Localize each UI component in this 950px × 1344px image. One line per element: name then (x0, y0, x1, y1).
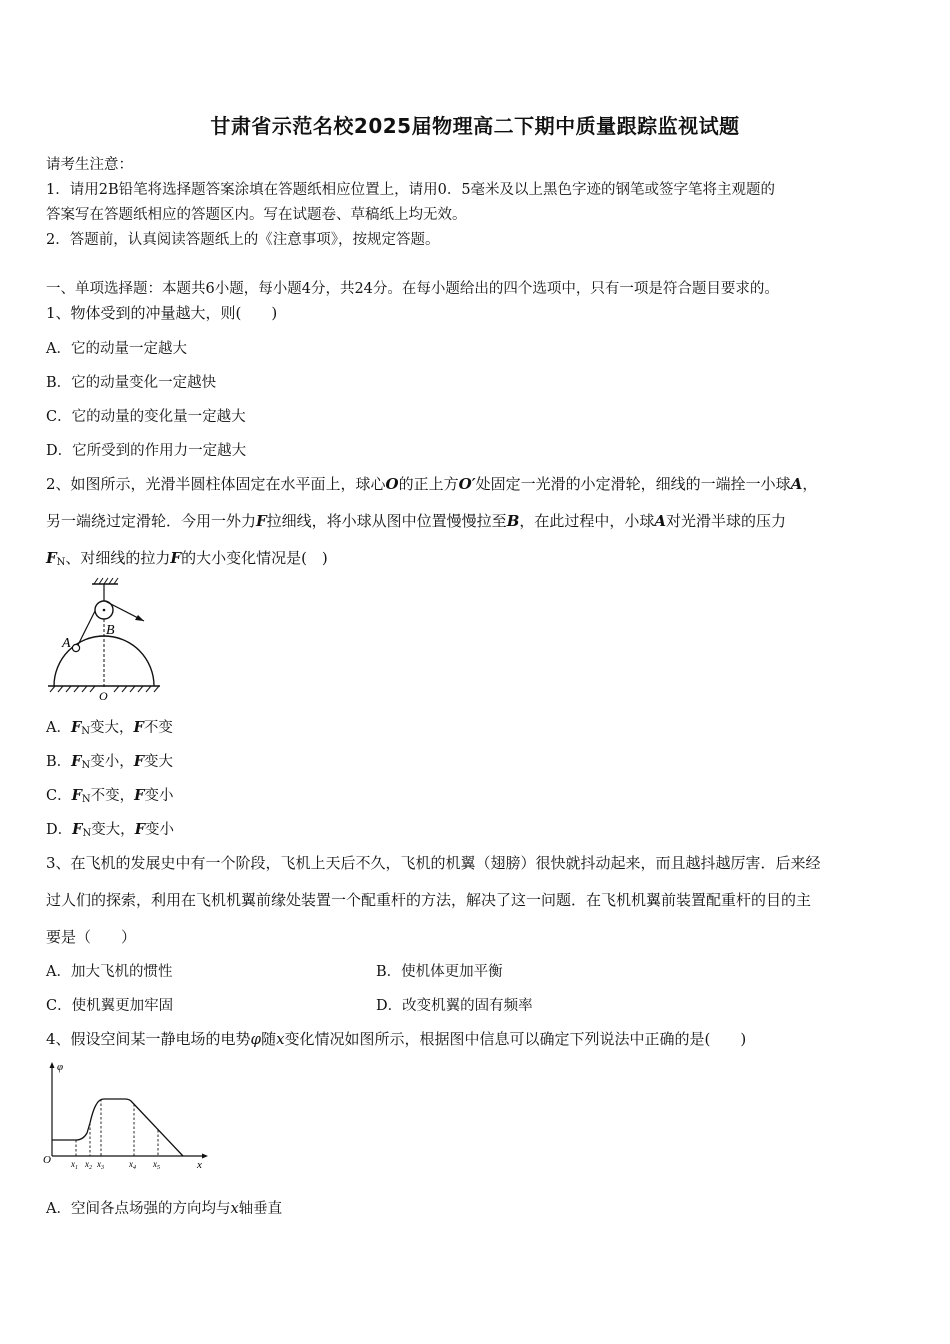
pulley-axle (103, 609, 106, 612)
var-f: F (133, 719, 144, 736)
var-fn-sub: N (81, 794, 91, 805)
var-fn-sub: N (81, 760, 91, 771)
opt-text: 不变， (90, 788, 135, 804)
q3-stem-line-1: 3、在飞机的发展史中有一个阶段，飞机上天后不久，飞机的机翼（翅膀）很快就抖动起来，而且越抖越厉害．后来经 (46, 854, 821, 872)
tick-x1: $x_1$ (71, 1159, 78, 1171)
q2-option-a (46, 716, 173, 737)
q4-option-a (46, 1197, 282, 1218)
var-f: F (170, 549, 182, 567)
opt-letter: A． (46, 720, 71, 736)
opt-text: 轴垂直 (238, 1201, 283, 1217)
var-o: O (385, 475, 399, 493)
q2-text: 处固定一光滑的小定滑轮，细线的一端拴一小球 (475, 475, 791, 493)
q3-stem-line-2: 过人们的探索，利用在飞机机翼前缘处装置一个配重杆的方法，解决了这一问题．在飞机机翼前装置配重杆的目的主 (46, 891, 812, 909)
var-fn: F (71, 753, 82, 770)
x-axis-arrow (202, 1154, 208, 1159)
q3-option-c: C．使机翼更加牢固 (46, 998, 174, 1014)
section-heading: 一、单项选择题：本题共6小题，每小题4分，共24分。在每小题给出的四个选项中，只有一项是符合题目要求的。 (46, 281, 779, 297)
var-b: B (506, 512, 520, 530)
opt-text: 变小 (144, 788, 174, 804)
q2-stem-line-1 (46, 473, 817, 494)
var-f: F (134, 821, 145, 838)
notice-line-1: 1．请用2B铅笔将选择题答案涂填在答题纸相应位置上，请用0．5毫米及以上黑色字迹的钢笔或签字笔将主观题的 (46, 182, 776, 198)
q2-text: 、对细线的拉力 (65, 549, 171, 567)
notice-line-2: 答案写在答题纸相应的答题区内。写在试题卷、草稿纸上均无效。 (46, 207, 467, 223)
q4-potential-graph (40, 1058, 215, 1174)
var-fn-sub: N (81, 726, 91, 737)
q2-text: ， (802, 475, 818, 493)
var-f: F (134, 787, 145, 804)
q1-option-c: C．它的动量的变化量一定越大 (46, 409, 246, 425)
origin-label: O (43, 1154, 51, 1166)
opt-text: 不变 (143, 720, 173, 736)
q3-stem-line-3: 要是（ ） (46, 928, 137, 946)
var-fn-sub: N (56, 557, 66, 568)
q2-text: ，在此过程中，小球 (519, 512, 655, 530)
opt-letter: D． (46, 822, 73, 838)
q2-option-c (46, 784, 173, 805)
ball-a (72, 644, 79, 651)
var-phi: φ (250, 1030, 262, 1048)
q2-text: 的大小变化情况是( ) (181, 549, 328, 567)
tick-x3: $x_3$ (97, 1159, 104, 1171)
notice-line-3: 2．答题前，认真阅读答题纸上的《注意事项》，按规定答题。 (46, 232, 440, 248)
opt-text: A．空间各点场强的方向均与 (46, 1201, 231, 1217)
q4-text: 变化情况如图所示，根据图中信息可以确定下列说法中正确的是( ) (284, 1030, 747, 1048)
q2-stem-line-3 (46, 547, 328, 568)
q2-option-d (46, 818, 174, 839)
opt-text: 变大， (90, 720, 134, 736)
var-fn-sub: N (82, 828, 92, 839)
opt-text: 变小， (90, 754, 134, 770)
q2-text: 的正上方 (398, 475, 459, 493)
q1-option-a: A．它的动量一定越大 (46, 341, 187, 357)
opt-letter: B． (46, 754, 72, 770)
notice-heading: 请考生注意： (46, 157, 133, 173)
opt-text: 变大， (91, 822, 135, 838)
var-fn: F (70, 719, 82, 736)
tick-x2: $x_2$ (85, 1159, 92, 1171)
page-title: 甘肃省示范名校2025届物理高二下期中质量跟踪监视试题 (210, 114, 740, 138)
var-f: F (256, 512, 267, 530)
q1-stem: 1、物体受到的冲量越大，则( ) (46, 304, 278, 322)
var-a: A (790, 475, 803, 493)
var-o-prime: O′ (458, 475, 476, 493)
ceiling-hatch (94, 578, 118, 584)
var-a: A (654, 512, 667, 530)
q4-text: 随 (261, 1030, 277, 1048)
q4-stem (46, 1028, 746, 1049)
opt-text: 变大 (144, 754, 173, 770)
q2-stem-line-2 (46, 510, 786, 531)
q2-text: 另一端绕过定滑轮．今用一外力 (46, 512, 257, 530)
q3-option-a: A．加大飞机的惯性 (46, 964, 173, 980)
q1-option-b: B．它的动量变化一定越快 (46, 375, 217, 391)
q4-text: 4、假设空间某一静电场的电势 (46, 1030, 251, 1048)
q1-option-d: D．它所受到的作用力一定越大 (46, 443, 247, 459)
q2-text: 2、如图所示，光滑半圆柱体固定在水平面上，球心 (46, 475, 386, 493)
var-f: F (133, 753, 144, 770)
y-axis-arrow (50, 1062, 55, 1068)
var-fn: F (72, 821, 83, 838)
var-x: x (276, 1030, 285, 1048)
q2-figure (44, 576, 164, 702)
x-axis-label: x (197, 1159, 202, 1171)
tick-x5: $x_5$ (153, 1159, 160, 1171)
fig-label-b: B (106, 623, 115, 638)
opt-text: 变小 (144, 822, 174, 838)
force-arrow-head (135, 615, 144, 621)
var-x: x (230, 1201, 239, 1217)
var-fn: F (71, 787, 82, 804)
q2-text: 对光滑半球的压力 (666, 512, 787, 530)
potential-curve (52, 1099, 183, 1156)
fig-label-a: A (62, 636, 71, 651)
q3-option-b: B．使机体更加平衡 (376, 964, 503, 980)
q2-option-b (46, 750, 173, 771)
fig-label-o: O (99, 689, 108, 702)
tick-x4: $x_4$ (129, 1159, 136, 1171)
var-fn: F (46, 549, 57, 567)
opt-letter: C． (46, 788, 72, 804)
q2-text: 拉细线，将小球从图中位置慢慢拉至 (266, 512, 507, 530)
q3-option-d: D．改变机翼的固有频率 (376, 998, 533, 1014)
y-axis-label: φ (57, 1061, 64, 1073)
